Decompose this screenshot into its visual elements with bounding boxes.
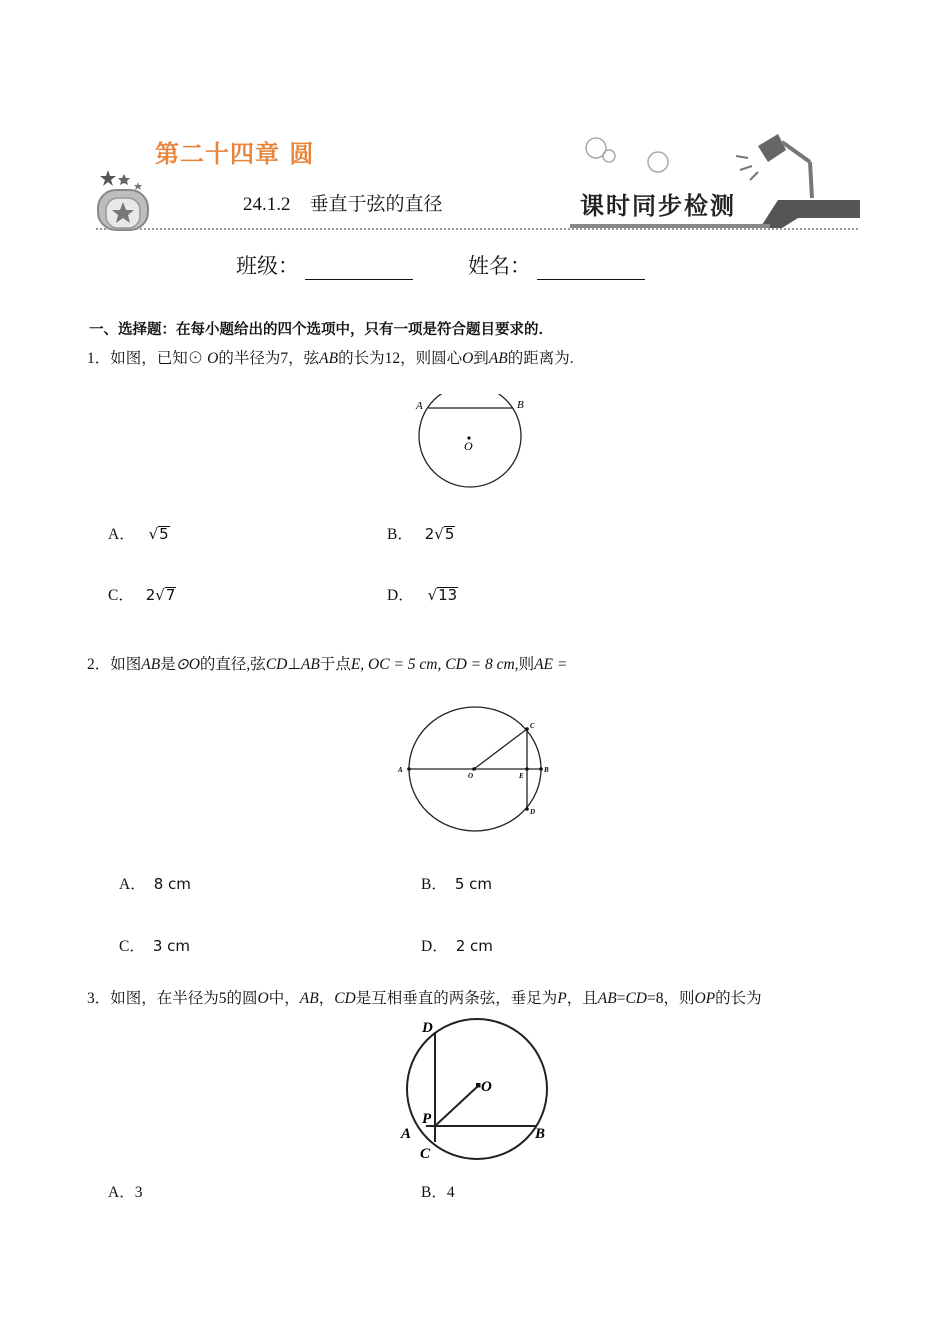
label-b: B — [544, 766, 549, 774]
section-instruction: 一、选择题：在每小题给出的四个选项中，只有一项是符合题目要求的． — [89, 322, 553, 338]
label-a: A — [416, 400, 423, 412]
label-c: C — [420, 1146, 431, 1162]
label-b: B — [517, 399, 524, 411]
question-1-figure — [406, 394, 536, 494]
name-label: 姓名： — [468, 254, 531, 278]
label-o: O — [481, 1079, 492, 1095]
q1-option-c[interactable]: C． 2√7 — [108, 586, 176, 604]
label-a: A — [398, 766, 403, 774]
q3-option-b[interactable]: B．4 — [421, 1184, 455, 1201]
q2-option-d[interactable]: D． 2 cm — [421, 937, 493, 955]
label-p: P — [422, 1111, 432, 1127]
radicand: 7 — [165, 586, 176, 604]
q2-option-a[interactable]: A． 8 cm — [119, 875, 191, 893]
radicand: 13 — [438, 586, 458, 604]
question-1-stem: 1．如图，已知⊙ O的半径为7，弦AB的长为12，则圆心O到AB的距离为. — [87, 350, 574, 367]
bubbles-icon — [582, 136, 672, 176]
radicand: 5 — [159, 525, 169, 543]
question-3-stem: 3．如图，在半径为5的圆O中，AB，CD是互相垂直的两条弦，垂足为P，且AB=CD=8，则OP的长为 — [87, 990, 762, 1007]
question-2-stem: 2．如图AB是⊙O的直径,弦CD⊥AB于点E, OC = 5 cm, CD = 8 cm,则AE = — [87, 656, 568, 673]
question-3-figure — [396, 1012, 556, 1164]
class-label: 班级： — [236, 254, 299, 278]
q2-option-b[interactable]: B． 5 cm — [421, 875, 493, 893]
header-divider — [96, 228, 858, 230]
segment-op — [435, 1086, 478, 1126]
label-a: A — [401, 1126, 412, 1142]
label-d: D — [530, 808, 536, 816]
radicand: 5 — [444, 525, 455, 543]
label-e: E — [519, 772, 524, 780]
question-2-figure — [394, 702, 556, 836]
label-c: C — [530, 722, 535, 730]
chapter-title: 第二十四章 圆 — [155, 140, 315, 168]
label-o: O — [464, 439, 473, 453]
q3-option-a[interactable]: A．3 — [108, 1184, 143, 1201]
q1-option-d[interactable]: D． √13 — [387, 586, 458, 604]
name-field — [468, 250, 645, 280]
class-field — [236, 250, 413, 280]
q1-option-b[interactable]: B． 2√5 — [387, 525, 455, 543]
circle-o — [407, 1019, 547, 1159]
header-banner — [0, 0, 950, 240]
label-b: B — [535, 1126, 546, 1142]
label-o: O — [468, 772, 474, 780]
section-title: 24.1.2 垂直于弦的直径 — [243, 194, 443, 215]
q1-option-a[interactable]: A． √5 — [108, 525, 169, 543]
q2-option-c[interactable]: C． 3 cm — [119, 937, 191, 955]
class-blank[interactable] — [305, 257, 413, 280]
brand-title: 课时同步检测 — [580, 191, 736, 220]
star-badge-icon — [92, 168, 156, 234]
name-blank[interactable] — [537, 257, 645, 280]
label-d: D — [422, 1020, 433, 1036]
radius-oc — [474, 729, 527, 769]
